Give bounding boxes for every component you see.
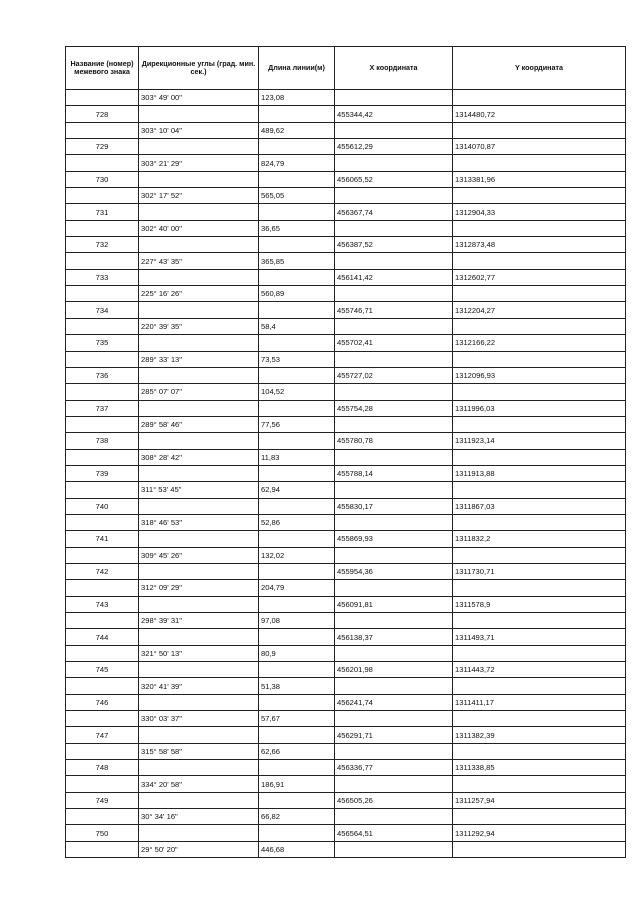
cell-x: 455869,93 [335,531,453,547]
cell-angle: 298° 39' 31" [139,613,259,629]
cell-angle: 302° 40' 00" [139,220,259,236]
cell-x [335,90,453,106]
cell-x [335,449,453,465]
cell-length [259,563,335,579]
cell-y: 1311382,39 [453,727,626,743]
cell-angle: 302° 17' 52" [139,188,259,204]
cell-name: 735 [66,335,139,351]
cell-x [335,514,453,530]
cell-angle [139,367,259,383]
cell-name: 730 [66,171,139,187]
cell-y [453,384,626,400]
cell-length: 560,89 [259,286,335,302]
table-row [66,139,626,155]
table-row [66,743,626,759]
cell-name [66,678,139,694]
cell-angle [139,792,259,808]
cell-x [335,384,453,400]
cell-name: 739 [66,465,139,481]
cell-y: 1311338,85 [453,760,626,776]
table-row [66,367,626,383]
cell-name: 746 [66,694,139,710]
cell-length: 489,62 [259,122,335,138]
cell-name [66,318,139,334]
cell-angle [139,433,259,449]
cell-y [453,743,626,759]
cell-length: 62,66 [259,743,335,759]
cell-angle [139,106,259,122]
cell-length [259,204,335,220]
cell-y: 1312166,22 [453,335,626,351]
cell-angle: 312° 09' 29" [139,580,259,596]
cell-y: 1311923,14 [453,433,626,449]
table-row [66,514,626,530]
cell-angle [139,237,259,253]
cell-y: 1312204,27 [453,302,626,318]
table-row [66,155,626,171]
cell-x: 456241,74 [335,694,453,710]
cell-x [335,711,453,727]
cell-length [259,694,335,710]
table-row [66,825,626,841]
cell-length: 123,08 [259,90,335,106]
cell-length [259,825,335,841]
cell-y [453,220,626,236]
cell-angle [139,662,259,678]
cell-angle [139,694,259,710]
cell-angle [139,465,259,481]
cell-y [453,841,626,857]
cell-y [453,711,626,727]
cell-x: 456367,74 [335,204,453,220]
cell-y [453,482,626,498]
cell-name [66,253,139,269]
cell-angle: 318° 46' 53" [139,514,259,530]
cell-name [66,286,139,302]
cell-x: 455780,78 [335,433,453,449]
cell-name: 728 [66,106,139,122]
cell-length [259,269,335,285]
table-row [66,465,626,481]
cell-length: 62,94 [259,482,335,498]
cell-angle [139,400,259,416]
cell-name [66,809,139,825]
cell-y: 1311867,03 [453,498,626,514]
cell-y: 1312904,33 [453,204,626,220]
cell-x [335,841,453,857]
cell-length: 446,68 [259,841,335,857]
cell-y: 1311257,94 [453,792,626,808]
cell-angle [139,498,259,514]
cell-length: 824,79 [259,155,335,171]
cell-x [335,155,453,171]
cell-angle: 330° 03' 37" [139,711,259,727]
cell-angle: 311° 53' 45" [139,482,259,498]
cell-y: 1311730,71 [453,563,626,579]
cell-x: 456065,52 [335,171,453,187]
table-row [66,662,626,678]
cell-y [453,547,626,563]
header-name: Название (номер) межевого знака [66,47,139,90]
cell-y: 1311493,71 [453,629,626,645]
cell-angle: 303° 10' 04" [139,122,259,138]
cell-y: 1311996,03 [453,400,626,416]
table-row [66,433,626,449]
cell-y [453,90,626,106]
cell-x: 456336,77 [335,760,453,776]
table-row [66,498,626,514]
cell-angle [139,171,259,187]
table-row [66,727,626,743]
cell-length [259,792,335,808]
table-row [66,318,626,334]
cell-y: 1312602,77 [453,269,626,285]
table-row [66,90,626,106]
cell-length [259,106,335,122]
cell-length [259,727,335,743]
cell-x [335,482,453,498]
cell-length: 80,9 [259,645,335,661]
cell-angle [139,563,259,579]
cell-name [66,743,139,759]
table-row [66,220,626,236]
cell-y: 1311913,88 [453,465,626,481]
cell-length [259,400,335,416]
cell-name [66,841,139,857]
cell-x: 456564,51 [335,825,453,841]
cell-name: 736 [66,367,139,383]
cell-x [335,188,453,204]
cell-angle [139,269,259,285]
cell-angle: 30° 34' 16" [139,809,259,825]
table-row [66,613,626,629]
cell-angle [139,629,259,645]
cell-x [335,580,453,596]
cell-name [66,613,139,629]
cell-y [453,776,626,792]
table-row [66,384,626,400]
table-row [66,237,626,253]
cell-name [66,514,139,530]
cell-y [453,613,626,629]
cell-length [259,433,335,449]
cell-length: 52,86 [259,514,335,530]
cell-length: 204,79 [259,580,335,596]
cell-angle [139,727,259,743]
cell-length [259,662,335,678]
cell-angle [139,204,259,220]
cell-length: 97,08 [259,613,335,629]
cell-angle: 315° 58' 58" [139,743,259,759]
cell-length [259,367,335,383]
cell-length [259,498,335,514]
cell-name [66,580,139,596]
cell-x: 455754,28 [335,400,453,416]
table-row [66,580,626,596]
header-length: Длина линии(м) [259,47,335,90]
table-row [66,188,626,204]
table-row [66,269,626,285]
table-row [66,106,626,122]
cell-length [259,596,335,612]
cell-name: 741 [66,531,139,547]
cell-x [335,122,453,138]
cell-name: 743 [66,596,139,612]
cell-length [259,139,335,155]
cell-x: 456387,52 [335,237,453,253]
cell-name: 748 [66,760,139,776]
cell-x: 456091,81 [335,596,453,612]
cell-y [453,514,626,530]
cell-name [66,155,139,171]
table-row [66,776,626,792]
cell-y [453,416,626,432]
cell-x: 456201,98 [335,662,453,678]
cell-name: 734 [66,302,139,318]
cell-y: 1311578,9 [453,596,626,612]
cell-y: 1314480,72 [453,106,626,122]
table-row [66,596,626,612]
cell-x [335,645,453,661]
cell-y [453,809,626,825]
cell-length [259,531,335,547]
cell-name: 729 [66,139,139,155]
cell-x [335,743,453,759]
cell-x [335,416,453,432]
table-row [66,792,626,808]
cell-name [66,220,139,236]
cell-y [453,351,626,367]
cell-angle [139,825,259,841]
cell-length [259,171,335,187]
table-row [66,302,626,318]
cell-name [66,711,139,727]
cell-name: 747 [66,727,139,743]
cell-length: 51,38 [259,678,335,694]
cell-y [453,678,626,694]
cell-x: 455727,02 [335,367,453,383]
cell-name: 750 [66,825,139,841]
cell-length [259,629,335,645]
cell-angle: 334° 20' 58" [139,776,259,792]
table-row [66,253,626,269]
table-row [66,531,626,547]
cell-x [335,678,453,694]
cell-x [335,809,453,825]
cell-name [66,776,139,792]
cell-name [66,449,139,465]
cell-length [259,302,335,318]
cell-length: 58,4 [259,318,335,334]
cell-angle: 309° 45' 26" [139,547,259,563]
cell-y [453,253,626,269]
table-row [66,482,626,498]
cell-angle: 303° 49' 00" [139,90,259,106]
cell-x: 455612,29 [335,139,453,155]
table-header-row [66,47,626,90]
table-row [66,645,626,661]
cell-y [453,286,626,302]
cell-angle: 289° 58' 46" [139,416,259,432]
cell-name: 731 [66,204,139,220]
cell-y [453,580,626,596]
cell-name [66,547,139,563]
table-row [66,204,626,220]
cell-x: 455954,36 [335,563,453,579]
cell-name: 740 [66,498,139,514]
cell-name [66,482,139,498]
cell-y: 1313381,96 [453,171,626,187]
cell-angle: 29° 50' 20" [139,841,259,857]
cell-length: 104,52 [259,384,335,400]
cell-length: 66,82 [259,809,335,825]
cell-name: 738 [66,433,139,449]
table-row [66,449,626,465]
table-body [66,90,626,858]
cell-angle: 227° 43' 35" [139,253,259,269]
cell-y: 1311292,94 [453,825,626,841]
cell-x: 455788,14 [335,465,453,481]
cell-name: 742 [66,563,139,579]
cell-length [259,335,335,351]
cell-angle [139,139,259,155]
cell-angle [139,531,259,547]
cell-name: 732 [66,237,139,253]
cell-x: 456138,37 [335,629,453,645]
cell-x [335,613,453,629]
cell-angle [139,335,259,351]
cell-length [259,760,335,776]
cell-angle [139,596,259,612]
cell-length: 132,02 [259,547,335,563]
table-row [66,629,626,645]
cell-name [66,122,139,138]
boundary-coordinates-table [65,46,626,858]
cell-angle [139,302,259,318]
cell-name [66,416,139,432]
cell-name: 733 [66,269,139,285]
cell-length: 186,91 [259,776,335,792]
table-row [66,694,626,710]
cell-x: 455746,71 [335,302,453,318]
cell-length: 57,67 [259,711,335,727]
cell-name: 737 [66,400,139,416]
cell-y: 1311411,17 [453,694,626,710]
cell-name [66,351,139,367]
cell-length: 73,53 [259,351,335,367]
cell-angle: 303° 21' 29" [139,155,259,171]
table-row [66,286,626,302]
cell-x [335,547,453,563]
table-row [66,760,626,776]
header-x: X координата [335,47,453,90]
cell-x [335,286,453,302]
cell-length [259,237,335,253]
cell-length: 77,56 [259,416,335,432]
table-row [66,547,626,563]
cell-angle: 285° 07' 07" [139,384,259,400]
cell-x [335,776,453,792]
cell-name [66,645,139,661]
cell-y [453,449,626,465]
table-row [66,841,626,857]
cell-angle: 321° 50' 13" [139,645,259,661]
cell-angle: 320° 41' 39" [139,678,259,694]
cell-x: 456141,42 [335,269,453,285]
cell-length: 36,65 [259,220,335,236]
cell-x: 456505,26 [335,792,453,808]
cell-x: 455702,41 [335,335,453,351]
table-row [66,809,626,825]
table-row [66,122,626,138]
cell-angle: 225° 16' 26" [139,286,259,302]
cell-y [453,155,626,171]
cell-y: 1311832,2 [453,531,626,547]
table-row [66,400,626,416]
cell-x [335,220,453,236]
table-row [66,351,626,367]
cell-name [66,384,139,400]
table-row [66,711,626,727]
cell-name [66,188,139,204]
cell-y [453,122,626,138]
cell-y [453,645,626,661]
cell-y: 1312096,93 [453,367,626,383]
table-row [66,335,626,351]
cell-name: 744 [66,629,139,645]
cell-name: 745 [66,662,139,678]
cell-name [66,90,139,106]
cell-y: 1311443,72 [453,662,626,678]
cell-length: 365,85 [259,253,335,269]
table-row [66,678,626,694]
cell-x [335,318,453,334]
header-y: Y координата [453,47,626,90]
cell-length: 11,83 [259,449,335,465]
cell-x: 456291,71 [335,727,453,743]
cell-y: 1314070,87 [453,139,626,155]
cell-x [335,253,453,269]
cell-angle: 289° 33' 13" [139,351,259,367]
cell-x: 455344,42 [335,106,453,122]
cell-angle [139,760,259,776]
cell-angle: 308° 28' 42" [139,449,259,465]
cell-y [453,188,626,204]
cell-x [335,351,453,367]
cell-x: 455830,17 [335,498,453,514]
table-row [66,563,626,579]
table-row [66,416,626,432]
cell-name: 749 [66,792,139,808]
cell-length [259,465,335,481]
header-angle: Дирекционные углы (град. мин. сек.) [139,47,259,90]
cell-length: 565,05 [259,188,335,204]
cell-angle: 220° 39' 35" [139,318,259,334]
table-row [66,171,626,187]
cell-y: 1312873,48 [453,237,626,253]
cell-y [453,318,626,334]
